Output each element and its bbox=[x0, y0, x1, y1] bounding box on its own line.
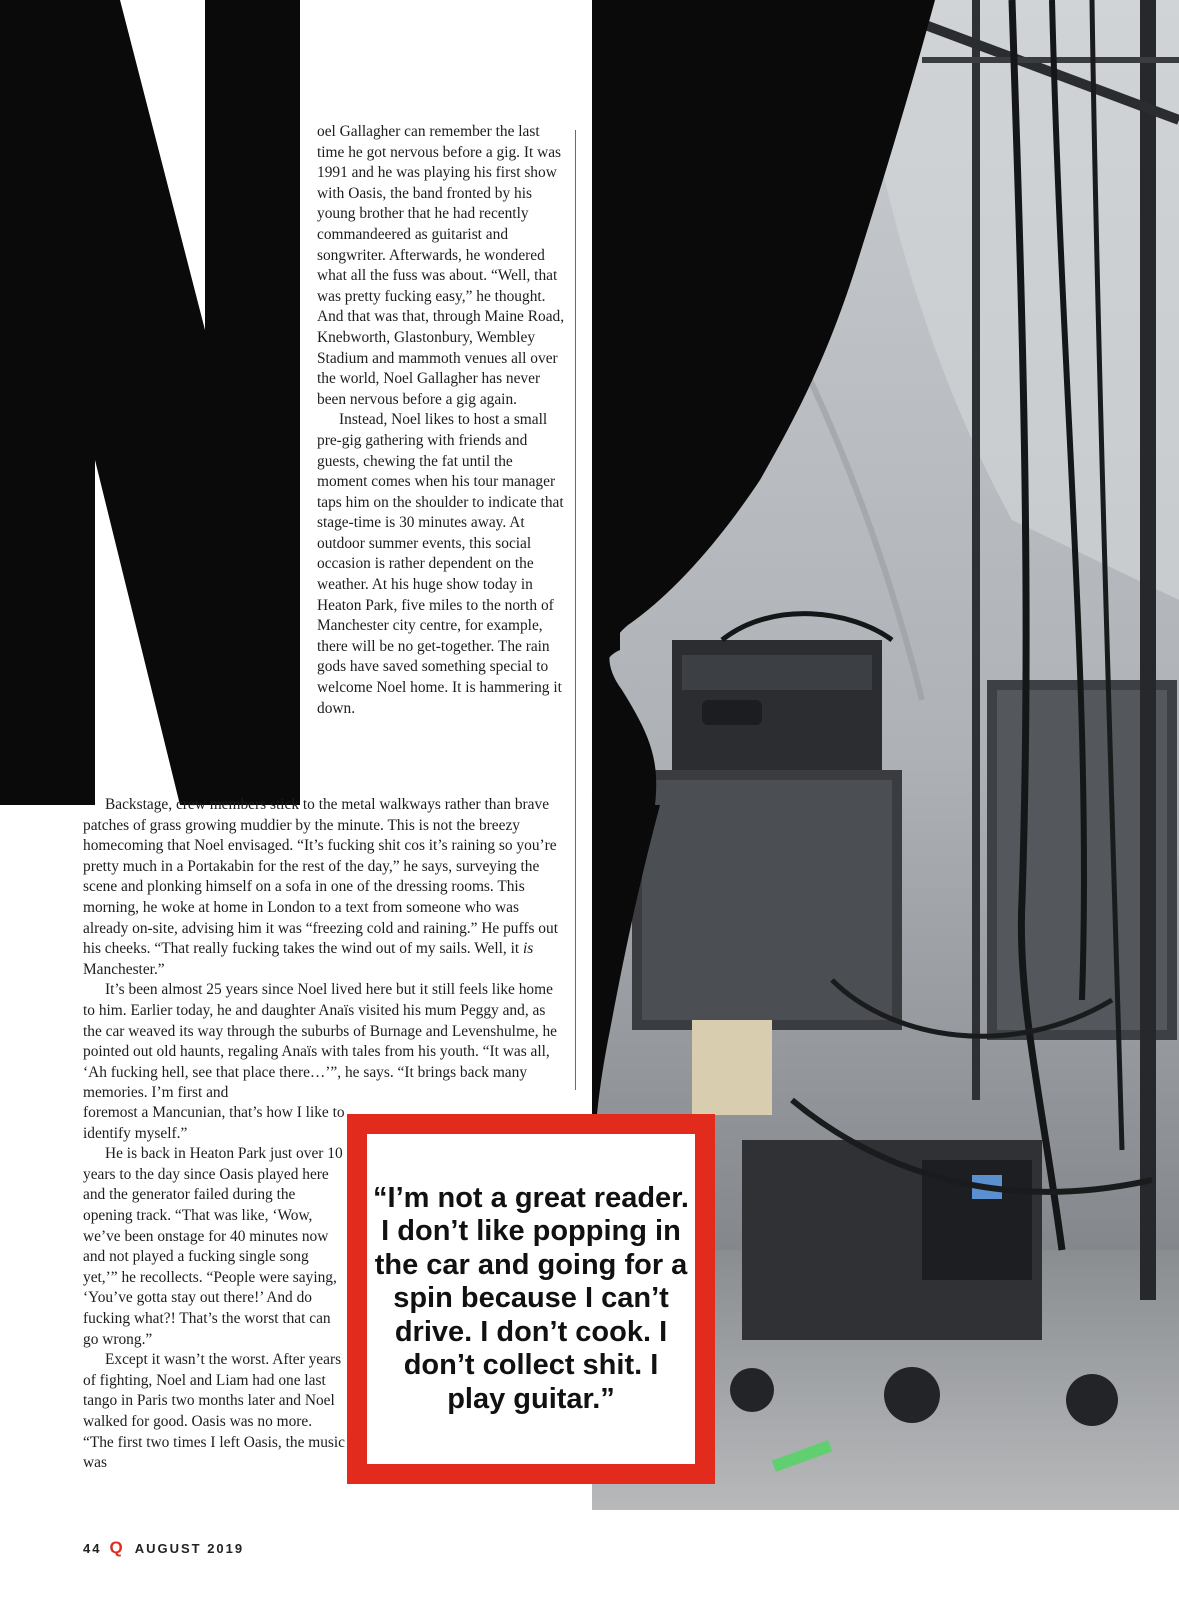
paragraph-3-text: Backstage, crew members stick to the metal walkways rather than brave patches of grass growing muddier by the minute. This is not the breezy homecoming that Noel envisaged. “It’s fucking shit cos it’s raining so you’re pretty much in a Portakabin for the rest of the day,” he says, surveying the scene and plonking himself on a sofa in one of the dressing rooms. This morning, he woke at home in London to a text from someone who was already on-site, advising him it was “freezing cold and raining.” He puffs out his cheeks. “That really fucking takes the wind out of my sails. Well, it bbox=[83, 796, 558, 958]
article-paragraph-4: It’s been almost 25 years since Noel lived here but it still feels like home to him. Earlier today, he and daughter Anaïs visited his mum Peggy and, as the car weaved its way through the suburbs of Burnage and Levenshulme, he pointed out old haunts, regaling Anaïs with tales from his youth. “It was all, ‘Ah fucking hell, see that place there…’”, he says. “It brings back many memories. I’m first and bbox=[83, 981, 557, 1102]
issue-date: AUGUST 2019 bbox=[134, 1541, 245, 1556]
magazine-logo: Q bbox=[109, 1538, 125, 1557]
article-paragraph-3 bbox=[83, 795, 565, 980]
pull-quote-inner bbox=[367, 1134, 695, 1464]
pull-quote-box bbox=[347, 1114, 715, 1484]
article-column-2 bbox=[83, 795, 565, 1104]
article-paragraph-6: Except it wasn’t the worst. After years of fighting, Noel and Liam had one last tango in Paris two months later and Noel walked for good. Oasis was no more. “The first two times I left Oasis, the music was bbox=[83, 1351, 346, 1472]
page-number: 44 bbox=[83, 1541, 102, 1556]
article-paragraph-2: Instead, Noel likes to host a small pre-gig gathering with friends and guests, chewing the fat until the moment comes when his tour manager taps him on the shoulder to indicate that stage-time is 30 minutes away. At outdoor summer events, this social occasion is rather dependent on the weather. At his huge show today in Heaton Park, five miles to the north of Manchester city centre, for example, there will be no get-together. The rain gods have saved something special to welcome Noel home. It is hammering it down. bbox=[317, 411, 564, 717]
article-paragraph-4-continued: foremost a Mancunian, that’s how I like to identify myself.” bbox=[83, 1104, 345, 1142]
article-paragraph-5: He is back in Heaton Park just over 10 years to the day since Oasis played here and the generator failed during the opening track. “That was like, ‘Wow, we’ve been onstage for 40 minutes now and not played a fucking single song yet,’” he recollects. “People were saying, ‘You’ve gotta stay out there!’ And do fucking what?! That’s the worst that can go wrong.” bbox=[83, 1145, 343, 1348]
page-folio bbox=[83, 1538, 244, 1558]
pull-quote-text: “I’m not a great reader. I don’t like popping in the car and going for a spin because I can’t drive. I don’t cook. I don’t collect shit. I play guitar.” bbox=[373, 1181, 689, 1415]
article-column-1 bbox=[317, 122, 565, 719]
italic-emphasis: is bbox=[523, 940, 534, 958]
article-column-3 bbox=[83, 1103, 345, 1474]
paragraph-3-end: Manchester.” bbox=[83, 960, 165, 978]
column-rule bbox=[575, 130, 576, 1090]
article-paragraph-1: oel Gallagher can remember the last time he got nervous before a gig. It was 1991 and he was playing his first show with Oasis, the band fronted by his young brother that he had recently commandeered as guitarist and songwriter. Afterwards, he wondered what all the fuss was about. “Well, that was pretty fucking easy,” he thought. And that was that, through Maine Road, Knebworth, Glastonbury, Wembley Stadium and mammoth venues all over the world, Noel Gallagher has never been nervous before a gig again. bbox=[317, 123, 565, 408]
